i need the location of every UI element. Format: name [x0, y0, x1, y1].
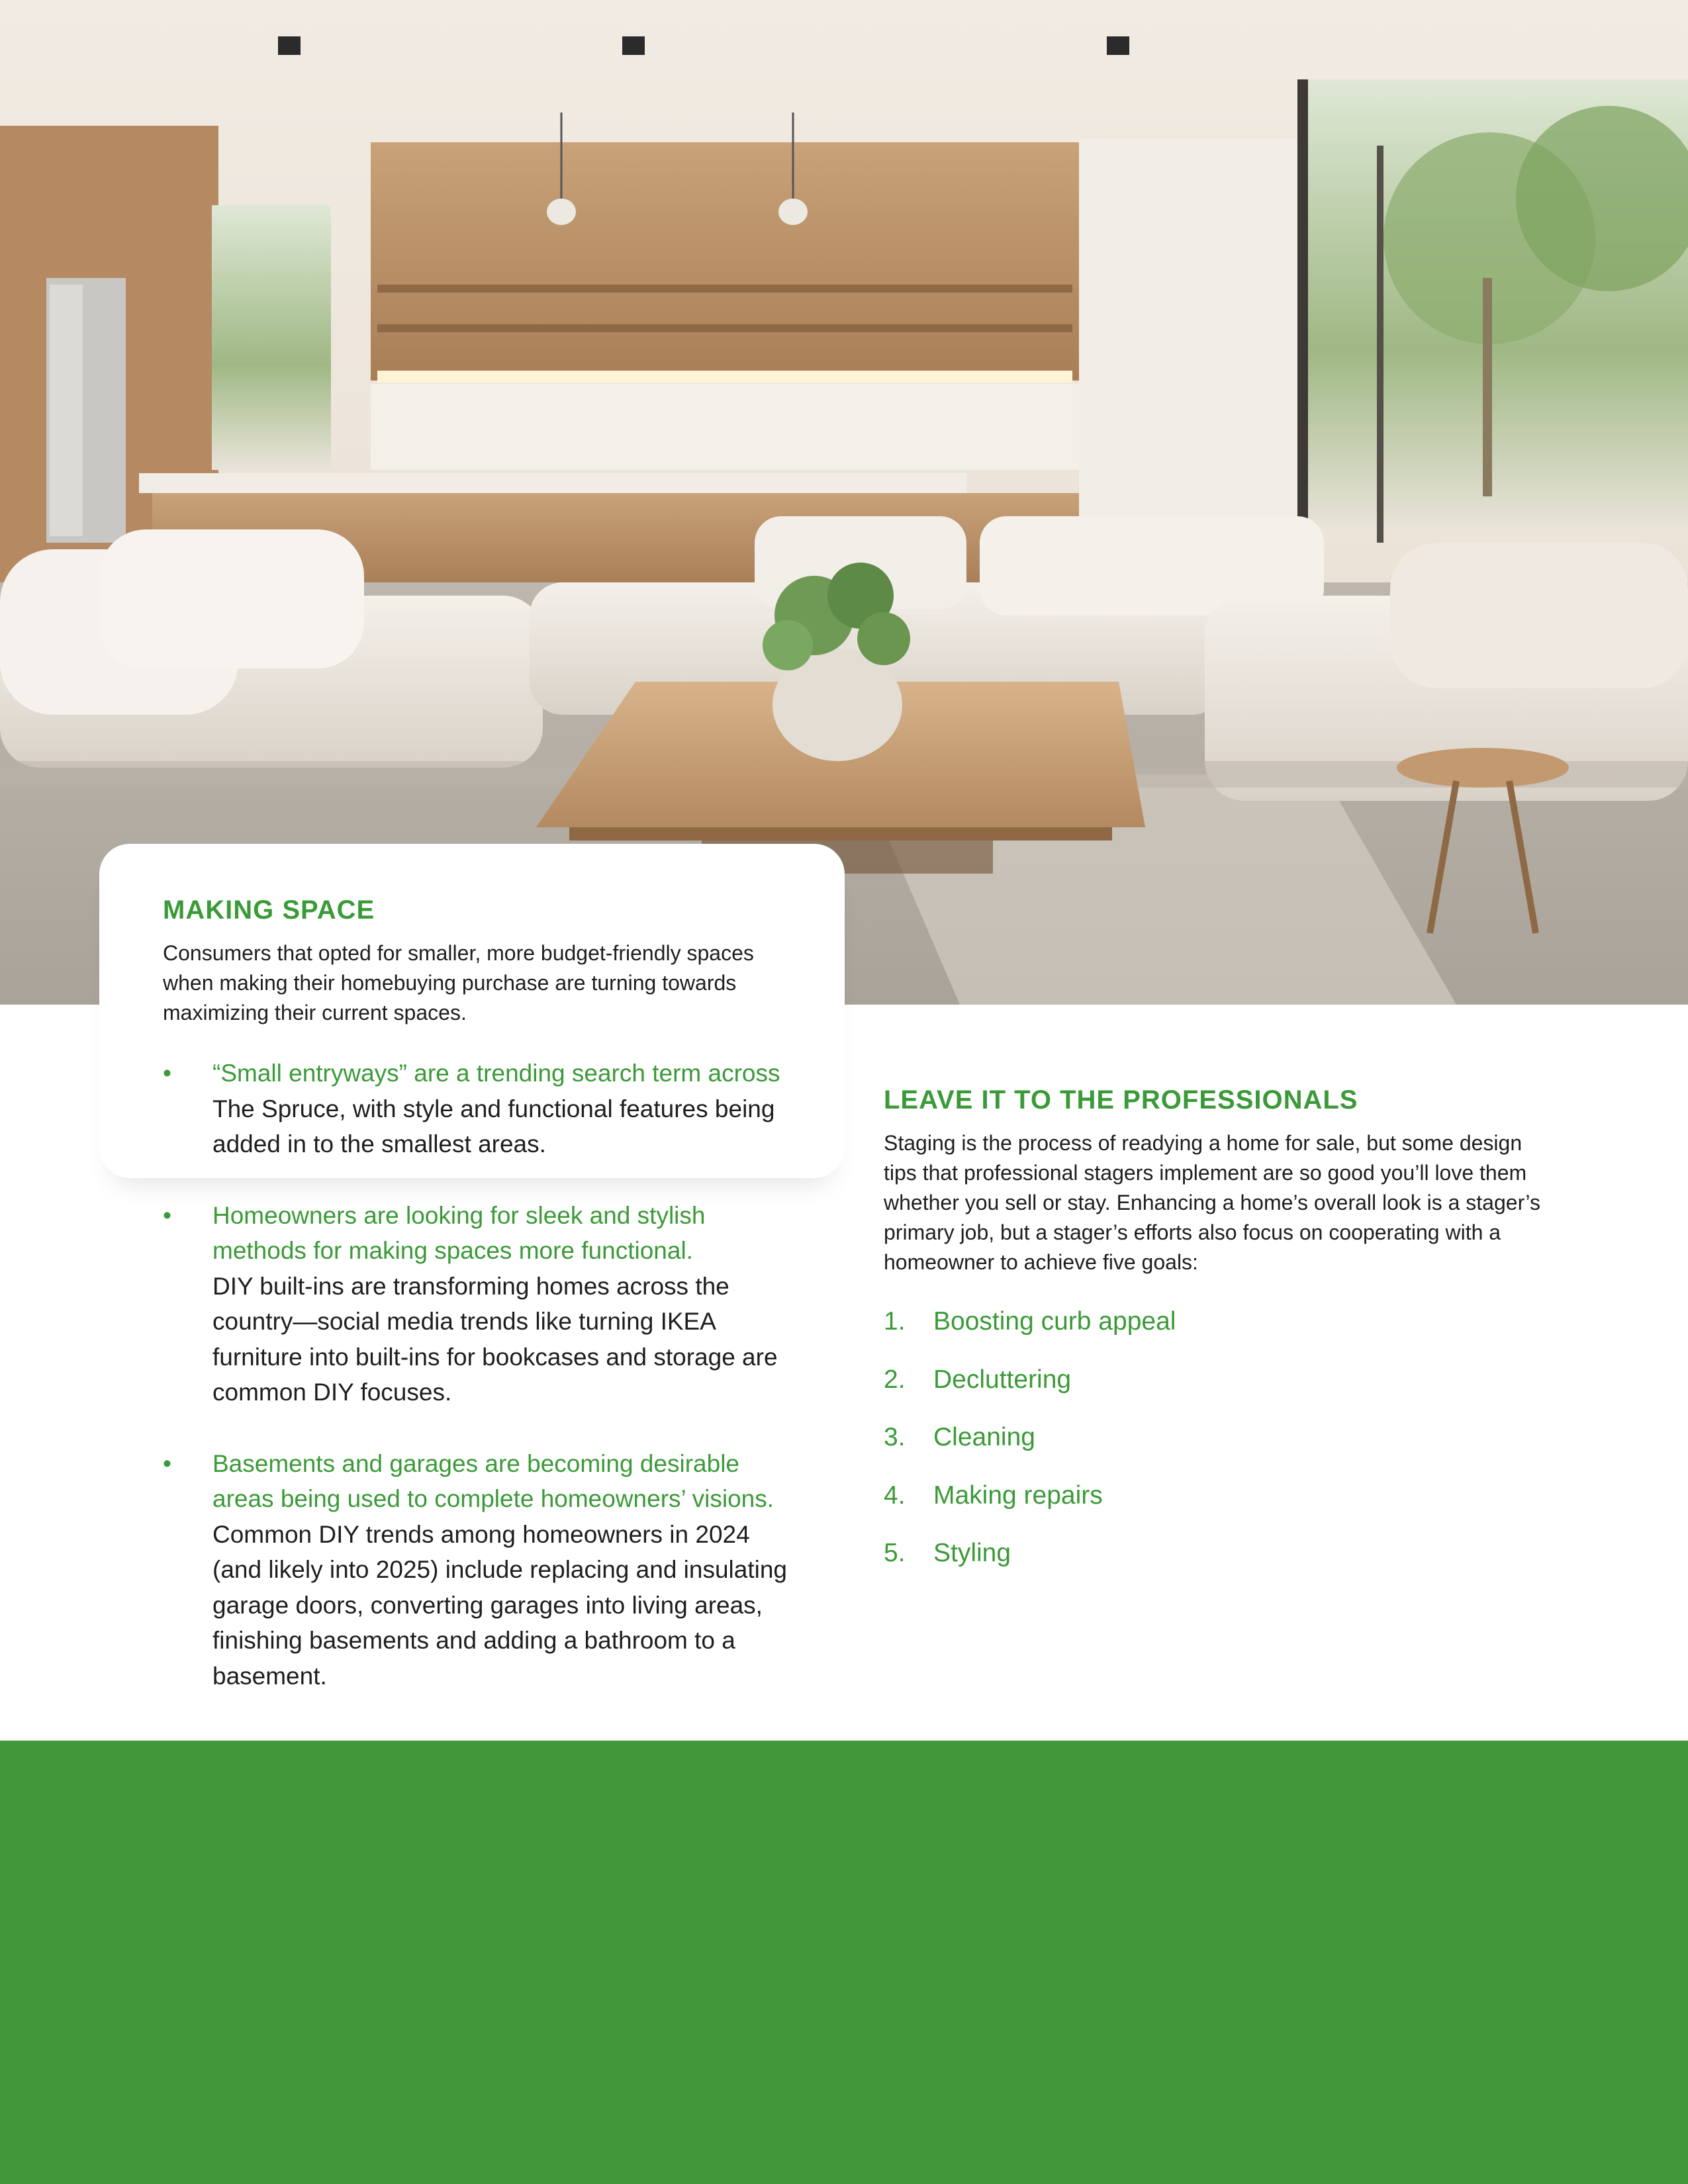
list-item: 3. Cleaning — [884, 1423, 1035, 1451]
making-space-heading: MAKING SPACE — [163, 895, 375, 925]
professionals-heading: LEAVE IT TO THE PROFESSIONALS — [884, 1085, 1358, 1115]
list-item — [163, 1446, 798, 1694]
bullet-lead: “Small entryways” are a trending search term across — [212, 1060, 780, 1087]
making-space-intro: Consumers that opted for smaller, more budget-friendly spaces when making their homebuying purchase are turning towards maximizing their current spaces. — [163, 941, 754, 1024]
goal-label: Making repairs — [933, 1480, 1103, 1510]
list-item — [163, 1056, 798, 1162]
list-item — [163, 1198, 798, 1410]
goal-label: Decluttering — [933, 1365, 1072, 1394]
goal-label: Cleaning — [933, 1423, 1035, 1451]
professionals-intro: Staging is the process of readying a home for sale, but some design tips that professional stagers implement are so good you’ll love them whether you sell or stay. Enhancing a home’s overall look is a stager’s primary job, but a stager’s efforts also focus on cooperating with a homeowner to achieve five goals: — [884, 1131, 1540, 1274]
bullet-icon: • — [163, 1449, 171, 1477]
list-item: 2. Decluttering — [884, 1365, 1072, 1394]
goal-label: Styling — [933, 1539, 1011, 1567]
bullet-body: The Spruce, with style and functional features being added in to the smallest areas. — [212, 1095, 775, 1158]
bullet-icon: • — [163, 1060, 171, 1087]
bullet-icon: • — [163, 1201, 171, 1229]
goal-label: Boosting curb appeal — [933, 1307, 1176, 1336]
bullet-lead: Homeowners are looking for sleek and stylish methods for making spaces more functional. — [212, 1201, 706, 1264]
bullet-lead: Basements and garages are becoming desirable areas being used to complete homeowners’ visions. — [212, 1449, 774, 1512]
bullet-body: Common DIY trends among homeowners in 2024 (and likely into 2025) include replacing and insulating garage doors, converting garages into living areas, finishing basements and adding a bathroom to a basement. — [212, 1520, 788, 1690]
making-space-bullets — [163, 1056, 798, 1729]
list-item: 1. Boosting curb appeal — [884, 1307, 1176, 1336]
staging-goals-list — [884, 1303, 1176, 1593]
list-item: 4. Making repairs — [884, 1480, 1103, 1510]
footer-green-band — [0, 1741, 1688, 2184]
bullet-body: DIY built-ins are transforming homes across the country—social media trends like turning IKEA furniture into built-ins for bookcases and storage are common DIY focuses. — [212, 1272, 778, 1406]
list-item: 5. Styling — [884, 1539, 1011, 1567]
